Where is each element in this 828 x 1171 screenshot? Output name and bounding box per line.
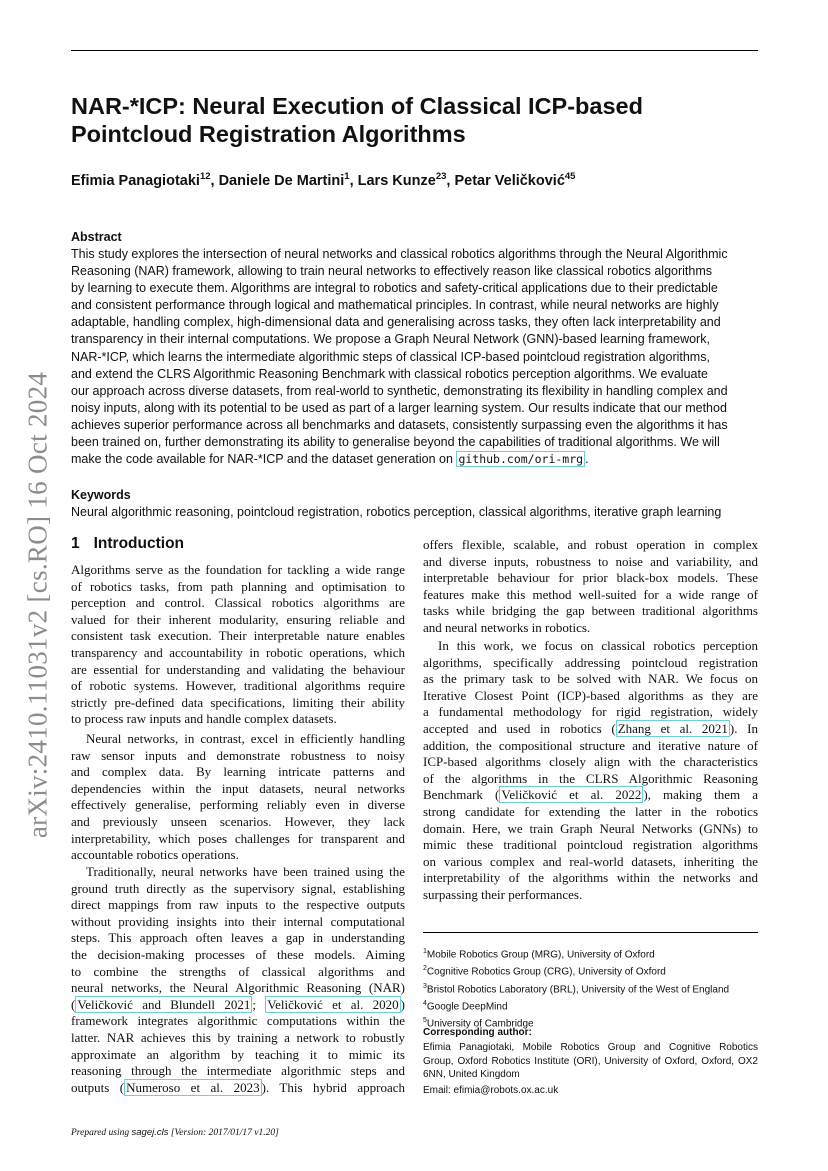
text-line: the decision-making processes of these models. Aiming [71, 946, 405, 962]
intro-paragraph-4 [423, 638, 758, 904]
footnote-number: 3 [423, 982, 427, 990]
text-line: accountable robotics operations. [71, 847, 239, 863]
abstract-body [71, 246, 760, 468]
abstract-text: . [585, 452, 589, 467]
text-fragment: ; [252, 996, 266, 1012]
text-line: features make this method well-suited for a wide range of [423, 586, 758, 602]
text-fragment: ), making them a [643, 787, 758, 803]
text-line: domain. Here, we train Graph Neural Networks (GNNs) to [423, 820, 758, 836]
footnote-item [423, 945, 729, 962]
text-line: to process raw inputs and handle complex datasets. [71, 711, 337, 727]
text-line: strong candidate for extending the latter in the robotics [423, 803, 758, 819]
text-line: algorithms, specifically addressing pointcloud registration [423, 654, 758, 670]
abstract-line: This study explores the intersection of neural networks and classical robotics algorithms through the Neural Algorithmic [71, 247, 728, 261]
abstract-line: achieves superior performance across all benchmarks and datasets, consistently surpassing even the algorithms it has [71, 417, 728, 432]
text-line: Algorithms serve as the foundation for tackling a wide range [71, 562, 405, 577]
abstract-line: Reasoning (NAR) framework, allowing to train neural networks to effectively reason like classical robotics algorithms [71, 264, 713, 279]
footer-version: [Version: 2017/01/17 v1.20] [168, 1128, 279, 1138]
author-affiliation: 23 [435, 171, 447, 182]
citation-line [423, 721, 758, 738]
arxiv-stamp-text: arXiv:2410.11031v2 [cs.RO] 16 Oct 2024 [22, 371, 53, 839]
text-fragment: ). In [729, 720, 758, 736]
arxiv-stamp [23, 360, 53, 850]
footnote-number: 5 [423, 1017, 427, 1025]
text-line: Traditionally, neural networks have been trained using the [86, 864, 405, 879]
citation-link[interactable]: Numeroso et al. 2023 [126, 1079, 260, 1095]
intro-paragraph-1 [71, 562, 405, 728]
footnote-number: 1 [423, 948, 427, 955]
text-line: transparency and accountability in robotic operations, which [71, 644, 405, 660]
text-line: surpassing their performances. [423, 886, 583, 902]
corresponding-email[interactable]: Email: efimia@robots.ox.ac.uk [423, 1085, 559, 1096]
footnote-item [423, 980, 729, 997]
text-line: raw sensor inputs and demonstrate robustness to noisy [71, 747, 405, 763]
citation-link[interactable]: Veličković et al. 2020 [267, 996, 399, 1012]
footnote-number: 4 [423, 999, 427, 1007]
citation-line [71, 997, 405, 1014]
abstract-line: by learning to execute them. Algorithms are integral to robotics and safety-critical applications due to their predictable [71, 281, 718, 296]
citation-link[interactable]: Zhang et al. 2021 [617, 720, 728, 736]
text-line: 6NN, United Kingdom [423, 1069, 520, 1081]
text-line: tasks while bridging the gap between traditional algorithms [423, 603, 758, 619]
corresponding-heading: Corresponding author: [423, 1027, 532, 1038]
code-link[interactable]: github.com/ori-mrg [458, 452, 584, 467]
abstract-line: noisy inputs, along with its potential to be used as part of a larger learning system. Our results indicate that our method [71, 400, 727, 415]
text-line: framework integrates algorithmic computations within the [71, 1013, 405, 1029]
text-line: dependencies within the input datasets, neural networks [71, 780, 405, 796]
text-line: Efimia Panagiotaki, Mobile Robotics Group and Cognitive Robotics [423, 1042, 758, 1053]
author-name: Petar Veličković [454, 172, 565, 189]
text-line: reasoning through the intermediate algorithmic steps and [71, 1063, 405, 1079]
abstract-text: make the code available for NAR-*ICP and the dataset generation on [71, 452, 457, 467]
paper-title [71, 92, 711, 148]
footnote-rule [423, 932, 758, 933]
text-line: direct mappings from raw inputs to the respective outputs [71, 897, 405, 913]
abstract-line: transparency in their internal computations. We propose a Graph Neural Network (GNN)-based learning framework, [71, 332, 710, 347]
intro-paragraph-3 [71, 864, 405, 1096]
section-heading [71, 535, 184, 553]
title-line: Pointcloud Registration Algorithms [71, 121, 466, 147]
corresponding-address [423, 1041, 758, 1082]
text-line: and previously unseen scenarios. However, they lack [71, 813, 405, 829]
text-line: interpretability, which poses challenges for transparent and [71, 830, 405, 846]
text-line: addition, the compositional structure and iterative nature of [423, 737, 758, 753]
citation-line [71, 1080, 405, 1097]
text-line: strictly pre-defined data specifications, limiting their ability [71, 694, 405, 710]
text-line: valued for their inherent modularity, ensuring reliable and [71, 611, 405, 627]
intro-paragraph-continued [423, 537, 758, 637]
author-affiliation: 45 [564, 171, 576, 182]
abstract-line: and consistent performance through logical and mathematical principles. In contrast, while neural networks are highly [71, 298, 719, 313]
text-line: Neural networks, in contrast, excel in efficiently handling [86, 731, 405, 746]
abstract-line: NAR-*ICP, which learns the intermediate algorithmic steps of classical ICP-based pointcloud registration algorithms, [71, 349, 710, 364]
footer-text: Prepared using [71, 1128, 132, 1138]
header-rule [71, 50, 758, 51]
abstract-line: and extend the CLRS Algorithmic Reasoning Benchmark with classical robotics perception algorithms. We evaluate [71, 366, 708, 381]
author-name: Efimia Panagiotaki [71, 172, 200, 189]
text-fragment: ( [71, 996, 76, 1012]
text-line: of robotics tasks, from path planning and optimisation to [71, 578, 405, 594]
page-footer [71, 1127, 279, 1138]
citation-link[interactable]: Veličković and Blundell 2021 [77, 996, 251, 1012]
intro-paragraph-2 [71, 731, 405, 864]
abstract-line [71, 451, 760, 468]
text-line: and neural networks in robotics. [423, 619, 591, 635]
footnote-number: 2 [423, 965, 427, 973]
footnote-text: Bristol Robotics Laboratory (BRL), University of the West of England [426, 983, 730, 995]
citation-link[interactable]: Veličković et al. 2022 [501, 787, 642, 803]
author-name: Lars Kunze [357, 172, 436, 189]
citation-line [423, 787, 758, 804]
footnote-item [423, 997, 729, 1014]
abstract-line: our approach across diverse datasets, from real-world to synthetic, demonstrating its flexibility in handling complex and [71, 383, 728, 398]
footnote-text: University of Cambridge [426, 1018, 534, 1030]
text-line: consistent task execution. Their interpretable nature enables [71, 628, 405, 644]
text-line: latter. NAR achieves this by training a network to robustly [71, 1029, 405, 1045]
text-fragment: ) [400, 996, 405, 1012]
text-line: interpretability of the algorithms within the networks and [423, 870, 758, 886]
text-line: neural networks, the Neural Algorithmic Reasoning (NAR) [71, 980, 405, 996]
text-line: to combine the strengths of classical algorithms and [71, 963, 405, 979]
footnote-item [423, 962, 729, 979]
text-line: In this work, we focus on classical robotics perception [438, 638, 758, 653]
text-line: without providing insights into their internal computational [71, 913, 405, 929]
footnote-text: Google DeepMind [426, 1001, 508, 1013]
footnote-text: Mobile Robotics Group (MRG), University of Oxford [426, 949, 655, 961]
abstract-line: been trained on, further demonstrating its ability to generalise beyond the capabilities of traditional algorithms. We will [71, 435, 720, 450]
author-affiliation: 1 [344, 171, 350, 182]
author-list: Efimia Panagiotaki$^{12}$, Daniele De Martini$^1$, Lars Kunze$^{23}$, Petar Veličković$^{45}$ [71, 171, 576, 189]
text-line: approximate an algorithm by teaching it to mimic its [71, 1046, 405, 1062]
text-line: ICP-based algorithms closely align with the characteristics [423, 754, 758, 770]
text-line: interpretable behaviour for prior black-box models. These [423, 570, 758, 586]
text-line: ground truth directly as the supervisory signal, establishing [71, 880, 405, 896]
abstract-heading: Abstract [71, 230, 122, 244]
abstract-line: adaptable, handling complex, high-dimensional data and generalising across tasks, they often lack interpretability and [71, 315, 721, 330]
title-line: NAR-*ICP: Neural Execution of Classical ICP-based [71, 93, 643, 119]
text-line: are essential for understanding and validating the behaviour [71, 661, 405, 677]
author-affiliation: 12 [199, 171, 211, 182]
text-fragment: accepted and used in robotics ( [423, 720, 616, 736]
text-line: effectively generalise, performing reliably even in diverse [71, 797, 405, 813]
text-line: mimic these traditional pointcloud registration algorithms [423, 837, 758, 853]
text-line: Iterative Closest Point (ICP)-based algorithms as they are [423, 687, 758, 703]
text-line: of the algorithms in the CLRS Algorithmic Reasoning [423, 770, 758, 786]
text-line: of robotic systems. However, traditional algorithms require [71, 678, 405, 694]
text-line: on various complex and real-world datasets, inheriting the [423, 853, 758, 869]
text-fragment: ). This hybrid approach [261, 1079, 405, 1095]
footnote-text: Cognitive Robotics Group (CRG), University of Oxford [426, 966, 666, 978]
section-title: Introduction [93, 535, 185, 552]
text-line: offers flexible, scalable, and robust operation in complex [423, 537, 758, 552]
text-fragment: outputs ( [71, 1079, 125, 1095]
text-line: Group, Oxford Robotics Institute (ORI), University of Oxford, Oxford, OX2 [423, 1055, 758, 1067]
text-line: and complex data. By learning intricate patterns and [71, 764, 405, 780]
text-fragment: Benchmark ( [423, 787, 500, 803]
text-line: and diverse inputs, robustness to noise and variability, and [423, 553, 758, 569]
footer-class-name: sagej.cls [131, 1127, 169, 1138]
text-line: as the primary task to be solved with NAR. We focus on [423, 671, 758, 687]
affiliation-footnotes [423, 945, 729, 1032]
section-number: 1 [71, 535, 80, 552]
text-line: steps. This approach often leaves a gap in understanding [71, 930, 405, 946]
text-line: perception and control. Classical robotics algorithms are [71, 595, 405, 611]
author-name: Daniele De Martini [218, 172, 345, 189]
keywords-heading: Keywords [71, 488, 131, 502]
text-line: a fundamental methodology for rigid registration, widely [423, 704, 758, 720]
keywords-list: Neural algorithmic reasoning, pointcloud registration, robotics perception, classical algorithms, iterative graph learning [71, 505, 722, 519]
